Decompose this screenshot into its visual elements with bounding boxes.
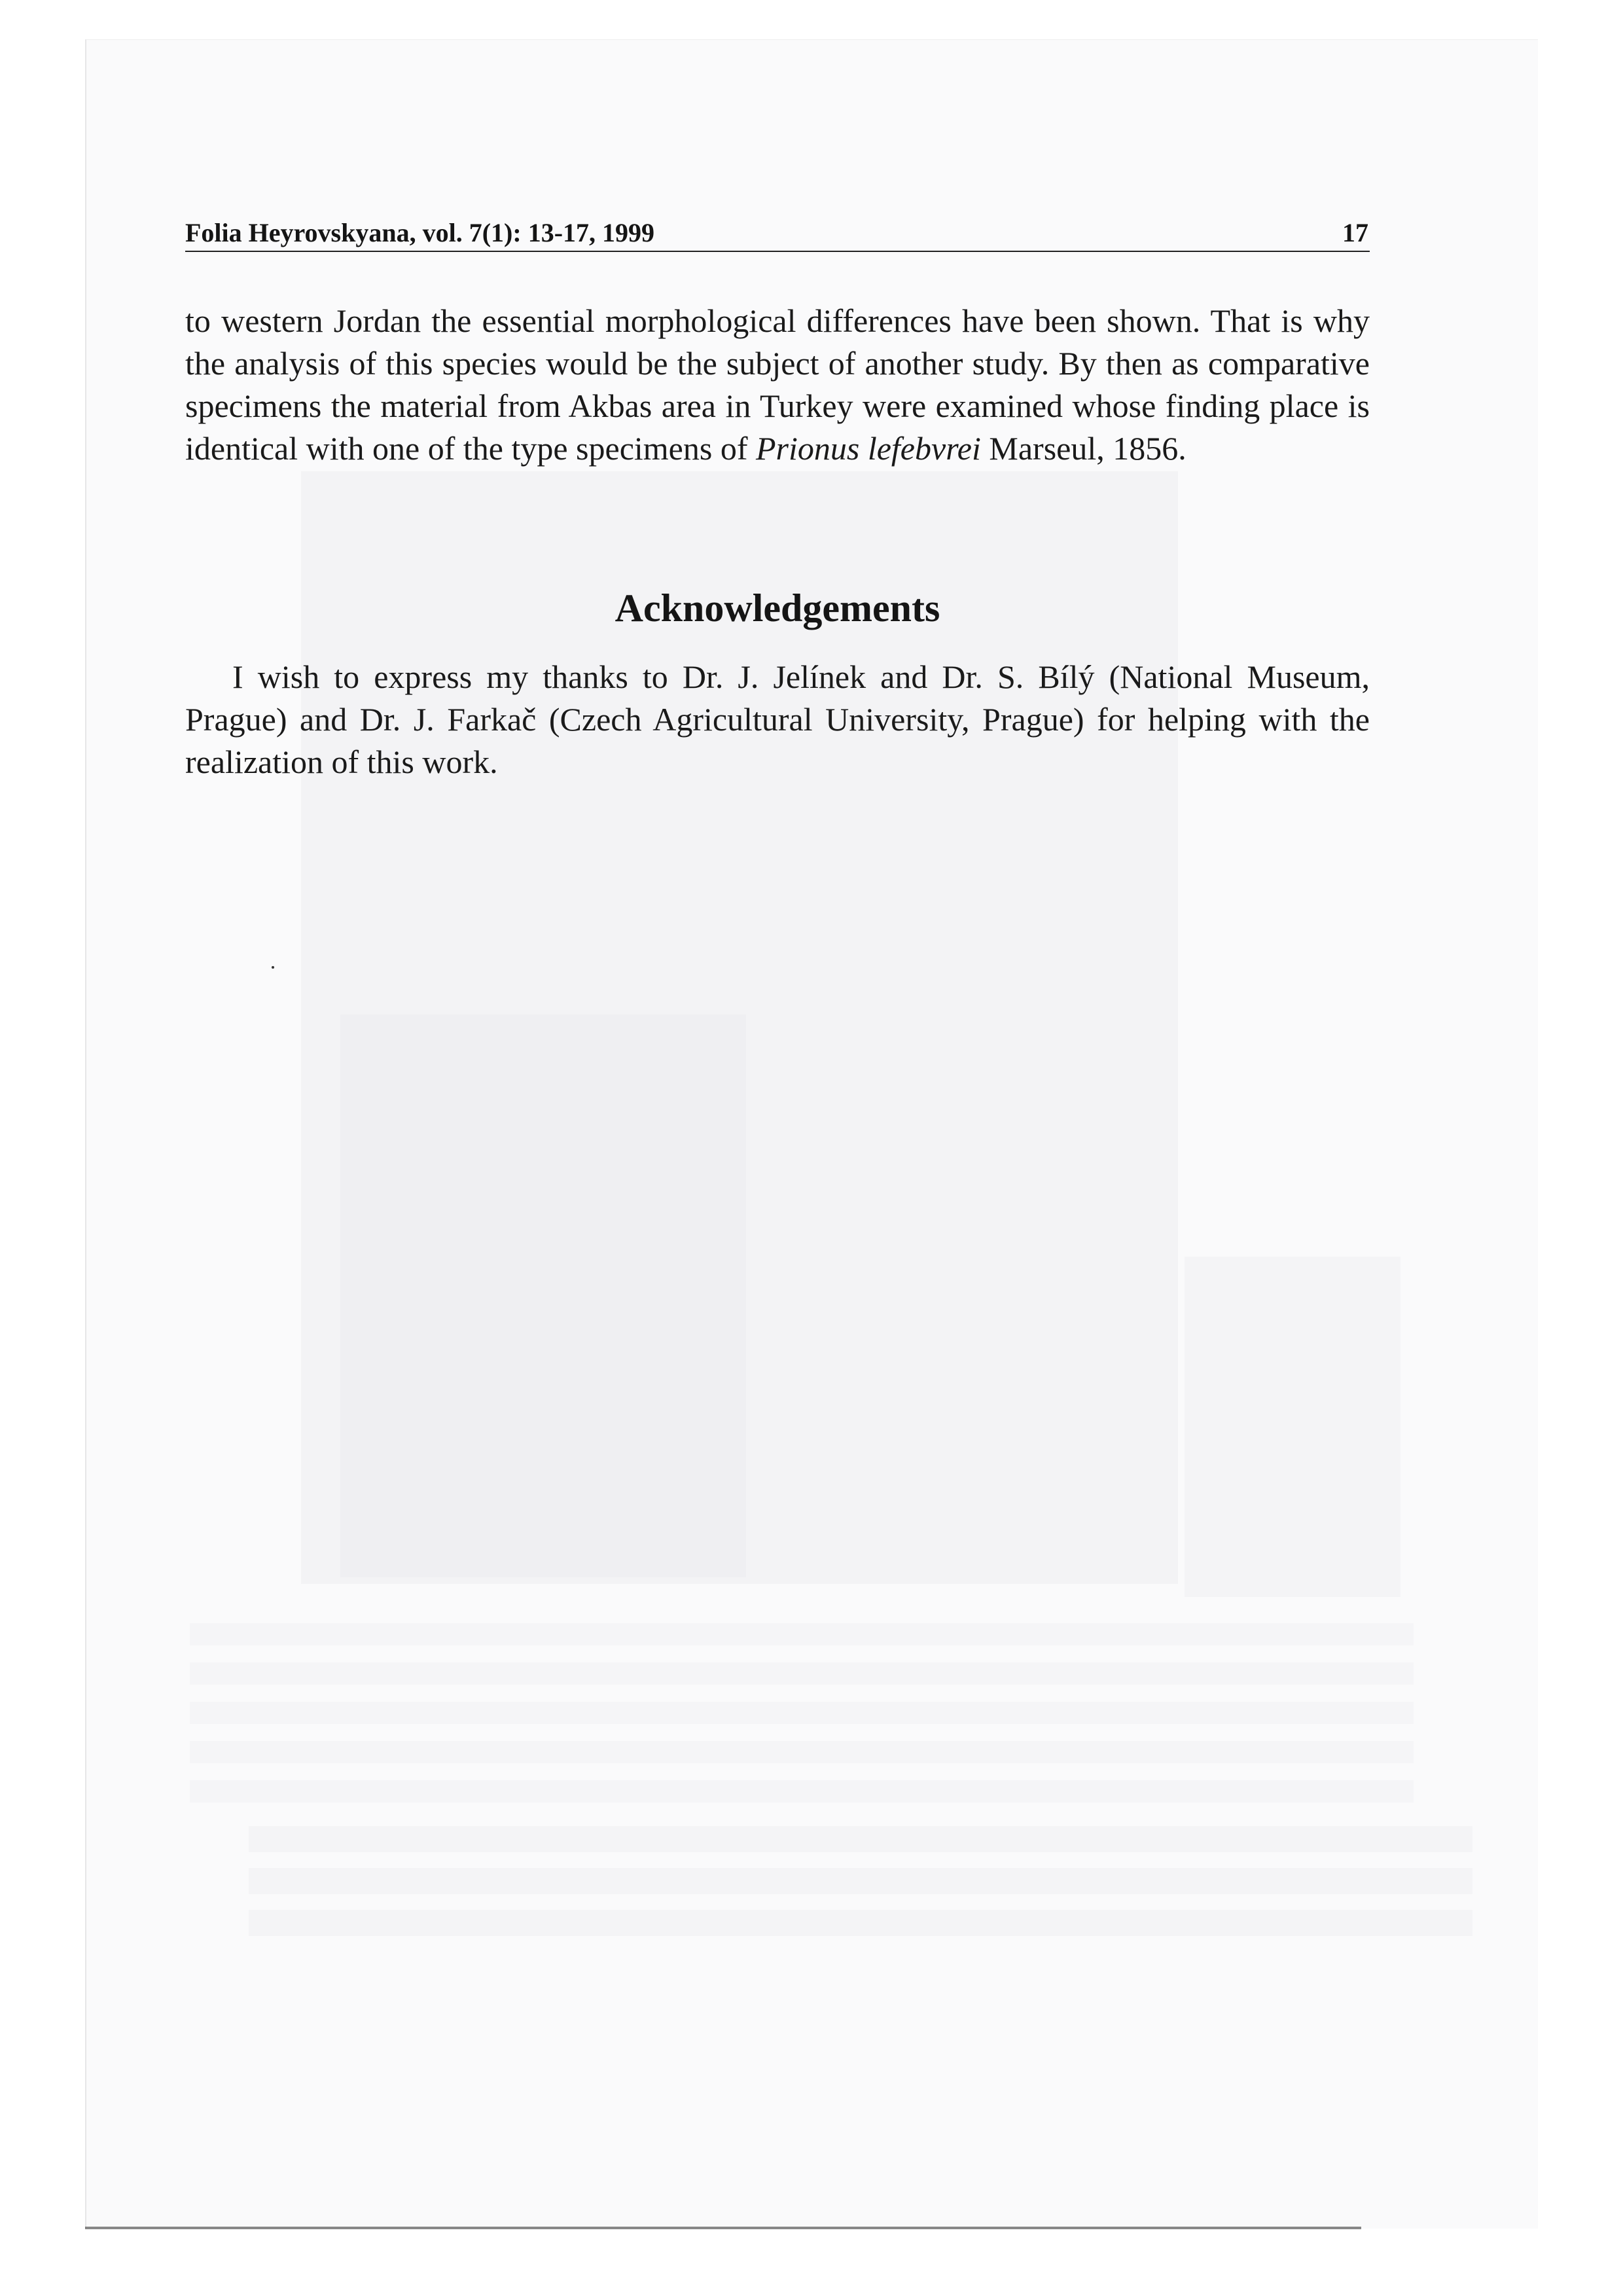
paragraph-text: to western Jordan the essential morphological differences have been shown. That is why the analysis of this species would be the subject of another study. By then as comparative specimens the material from Akbas area in Turkey were examined whose finding place is identical with one of the type specimens of: [185, 302, 1370, 467]
species-author: Marseul, 1856.: [980, 430, 1186, 467]
show-through-shadow: [1185, 1257, 1400, 1597]
journal-citation: Folia Heyrovskyana, vol. 7(1): 13-17, 1999: [185, 218, 655, 247]
page-number: 17: [1342, 218, 1368, 247]
acknowledgements-text: I wish to express my thanks to Dr. J. Jelínek and Dr. S. Bílý (National Museum, Prague) and Dr. J. Farkač (Czech Agricultural University, Prague) for helping with the realization of this work.: [185, 658, 1370, 780]
show-through-shadow: [190, 1623, 1414, 1813]
scan-speck: [272, 966, 274, 969]
show-through-shadow: [340, 1014, 746, 1577]
running-header: [185, 213, 1370, 252]
show-through-shadow: [249, 1826, 1472, 1950]
acknowledgements-heading: Acknowledgements: [615, 586, 940, 630]
sheet-edge: [85, 2227, 1361, 2229]
species-name: Prionus lefebvrei: [755, 430, 981, 467]
body-paragraph: [185, 300, 1370, 470]
